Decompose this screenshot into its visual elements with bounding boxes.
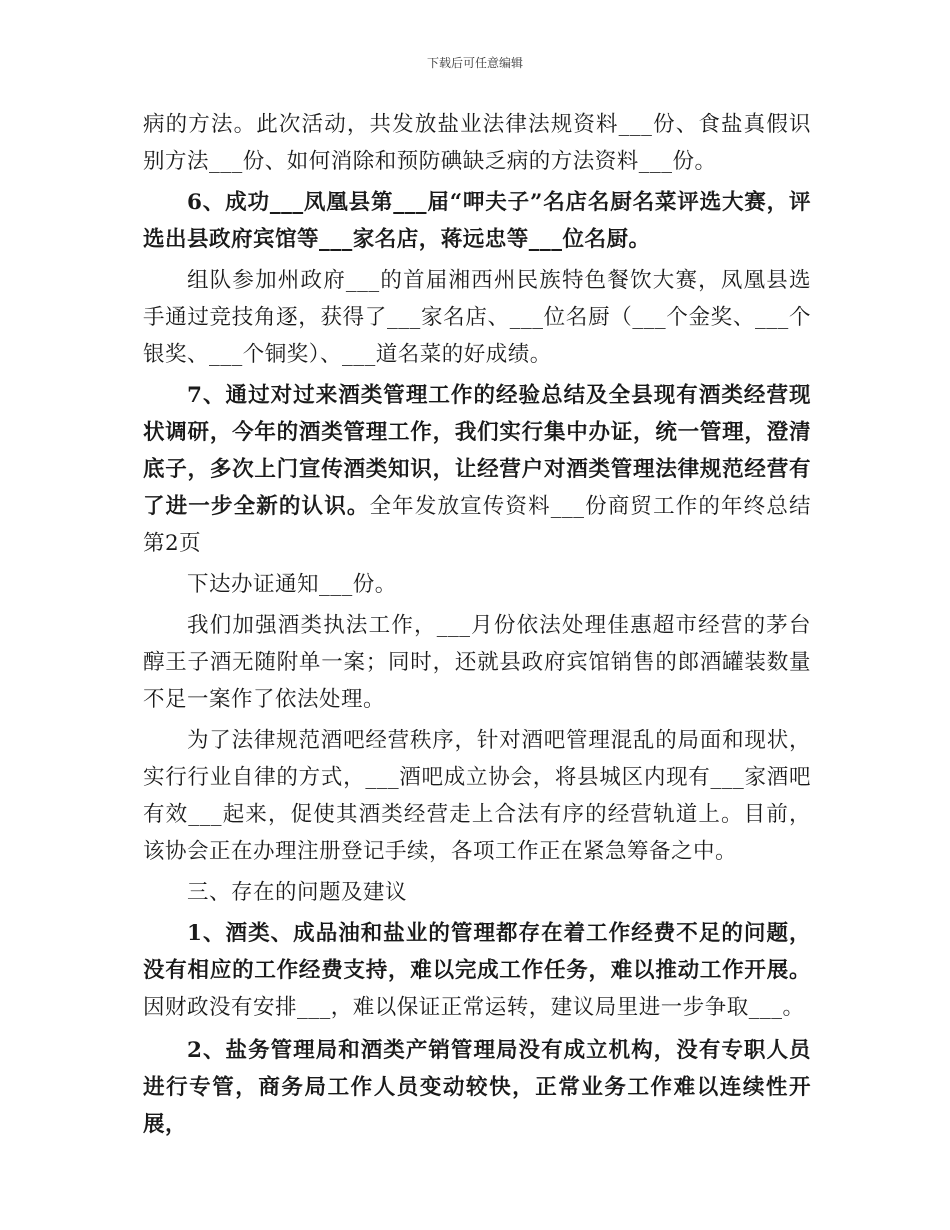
text-run-bold: 1、酒类、成品油和盐业的管理都存在着工作经费不足的问题，没有相应的工作经费支持，难以完成工作任务，难以推动工作开展。 [143,921,811,983]
text-run: 我们加强酒类执法工作，___月份依法处理佳惠超市经营的茅台醇王子酒无随附单一案；同时，还就县政府宾馆销售的郎酒罐装数量不足一案作了依法处理。 [143,613,811,712]
paragraph-catering-contest [143,262,811,373]
text-run: 全年发放宣传资料___份商贸工作的年终总结第2页 [143,494,811,556]
paragraph-law-enforcement [143,607,811,718]
text-run: 三、存在的问题及建议 [187,880,408,905]
section-heading-problems [143,874,811,911]
paragraph-license-notice [143,566,811,603]
document-body [143,106,811,1143]
text-run: 病的方法。此次活动，共发放盐业法律法规资料___份、食盐真假识别方法___份、如何消除和预防碘缺乏病的方法资料___份。 [143,112,811,174]
text-run: 为了法律规范酒吧经营秩序，针对酒吧管理混乱的局面和现状，实行行业自律的方式，___酒吧成立协会，将县城区内现有___家酒吧有效___起来，促使其酒类经营走上合法有序的经营轨道上。目前，该协会正在办理注册登记手续，各项工作正在紧急筹备之中。 [143,728,811,864]
text-run: 下达办证通知___份。 [187,572,397,597]
paragraph-item-6-heading [143,184,811,258]
paragraph-problem-1-funding [143,915,811,1026]
page-header: 下载后可任意编辑 [426,56,523,70]
paragraph-item-7-liquor [143,377,811,562]
text-run-bold: 7、通过对过来酒类管理工作的经验总结及全县现有酒类经营现状调研，今年的酒类管理工作，我们实行集中办证，统一管理，澄清底子，多次上门宣传酒类知识，让经营户对酒类管理法律规范经营有了进一步全新的认识。 [143,383,811,519]
text-run: 因财政没有安排___，难以保证正常运转，建议局里进一步争取___。 [143,995,805,1020]
text-run-bold: 6、成功___凤凰县第___届“呷夫子”名店名厨名菜评选大赛，评选出县政府宾馆等___家名店，蒋远忠等___位名厨。 [143,190,811,252]
text-run-bold: 2、盐务管理局和酒类产销管理局没有成立机构，没有专职人员进行专管，商务局工作人员变动较快，正常业务工作难以连续性开展， [143,1038,811,1137]
paragraph-continued-method [143,106,811,180]
paragraph-bar-association [143,722,811,870]
text-run: 组队参加州政府___的首届湘西州民族特色餐饮大赛，凤凰县选手通过竞技角逐，获得了___家名店、___位名厨（___个金奖、___个银奖、___个铜奖）、___道名菜的好成绩。 [143,268,811,367]
paragraph-problem-2-staffing [143,1032,811,1143]
